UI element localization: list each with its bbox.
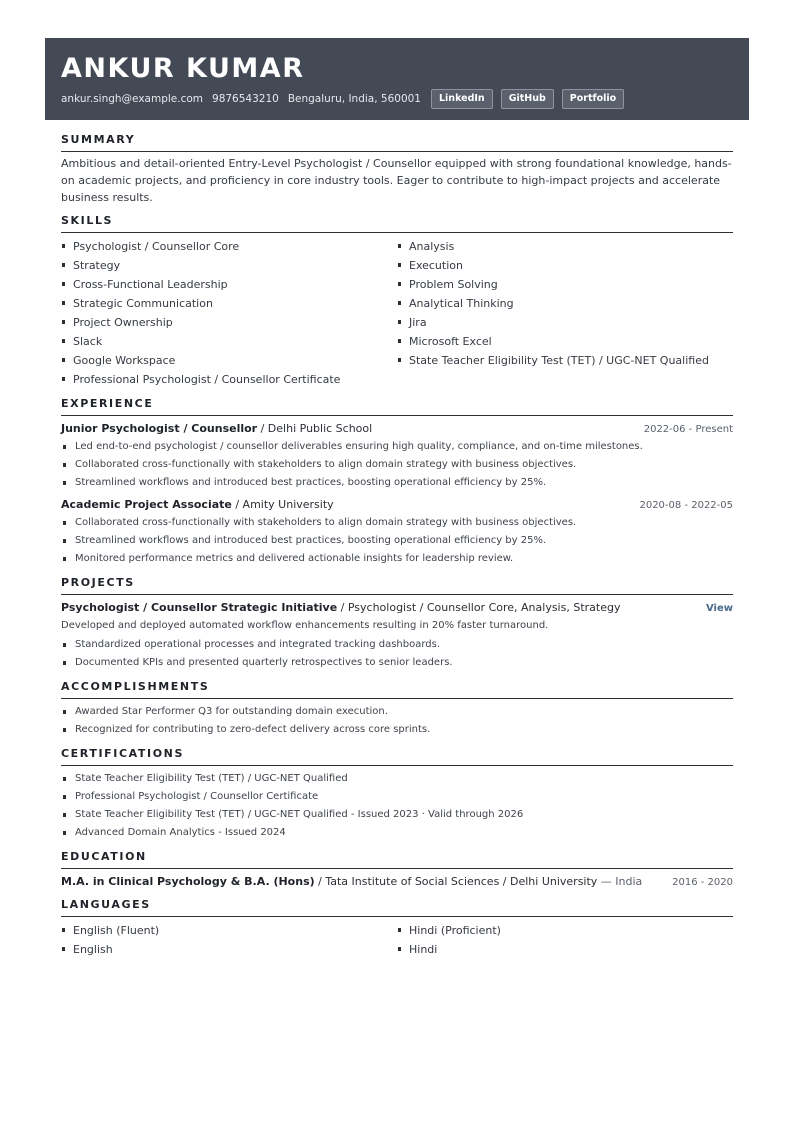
- education-header: [61, 873, 733, 890]
- education-location: — India: [597, 875, 643, 888]
- section-title-accomplishments: ACCOMPLISHMENTS: [61, 680, 733, 699]
- education-degree: M.A. in Clinical Psychology & B.A. (Hons): [61, 875, 315, 888]
- projects-section: [61, 576, 733, 672]
- section-title-languages: LANGUAGES: [61, 898, 733, 917]
- skill-item: Strategy: [61, 256, 397, 275]
- job-header: [61, 496, 733, 513]
- languages-section: [61, 898, 733, 959]
- resume-header: [45, 38, 749, 120]
- section-title-certifications: CERTIFICATIONS: [61, 747, 733, 766]
- section-title-projects: PROJECTS: [61, 576, 733, 595]
- languages-columns: [61, 921, 733, 959]
- skill-item: Project Ownership: [61, 313, 397, 332]
- education-dates: 2016 - 2020: [672, 877, 733, 888]
- job-role: Academic Project Associate: [61, 498, 232, 511]
- section-title-education: EDUCATION: [61, 850, 733, 869]
- job-title-line: [61, 420, 372, 437]
- language-item: English: [61, 940, 397, 959]
- project-view-link[interactable]: View: [705, 603, 733, 614]
- skill-item: Psychologist / Counsellor Core: [61, 237, 397, 256]
- education-title-line: [61, 873, 642, 890]
- education-school: / Tata Institute of Social Sciences / Delhi University: [314, 875, 598, 888]
- section-title-summary: SUMMARY: [61, 133, 733, 152]
- skills-columns: [61, 237, 733, 389]
- job-role: Junior Psychologist / Counsellor: [61, 422, 258, 435]
- project-bullet: Documented KPIs and presented quarterly retrospectives to senior leaders.: [61, 654, 733, 672]
- job-bullets: [61, 514, 733, 568]
- skill-item: Execution: [397, 256, 733, 275]
- skill-item: Google Workspace: [61, 351, 397, 370]
- summary-section: [61, 133, 733, 206]
- location-text: Bengaluru, India, 560001: [287, 93, 421, 105]
- languages-left-list: [61, 921, 397, 959]
- job-header: [61, 420, 733, 437]
- certification-list: [61, 770, 733, 842]
- job-bullet: Streamlined workflows and introduced best practices, boosting operational efficiency by 25%.: [61, 474, 733, 492]
- accomplishment-item: Recognized for contributing to zero-defect delivery across core sprints.: [61, 721, 733, 739]
- project-bullet: Standardized operational processes and integrated tracking dashboards.: [61, 636, 733, 654]
- project-bullets: [61, 636, 733, 672]
- job-bullet: Collaborated cross-functionally with stakeholders to align domain strategy with business objectives.: [61, 514, 733, 532]
- phone-text: 9876543210: [212, 93, 279, 105]
- skill-item: Cross-Functional Leadership: [61, 275, 397, 294]
- language-item: English (Fluent): [61, 921, 397, 940]
- skill-item: Analytical Thinking: [397, 294, 733, 313]
- skill-item: Analysis: [397, 237, 733, 256]
- education-section: [61, 850, 733, 890]
- skills-section: [61, 214, 733, 389]
- job-bullet: Monitored performance metrics and delivered actionable insights for leadership review.: [61, 550, 733, 568]
- skills-right-list: [397, 237, 733, 389]
- profile-links: [431, 89, 632, 109]
- skill-item: Problem Solving: [397, 275, 733, 294]
- skill-item: Strategic Communication: [61, 294, 397, 313]
- portfolio-link[interactable]: Portfolio: [562, 89, 624, 109]
- job-bullet: Led end-to-end psychologist / counsellor deliverables ensuring high quality, compliance, and on-time milestones.: [61, 438, 733, 456]
- accomplishment-item: Awarded Star Performer Q3 for outstanding domain execution.: [61, 703, 733, 721]
- summary-text: Ambitious and detail-oriented Entry-Level Psychologist / Counsellor equipped with strong foundational knowledge, hands-on academic projects, and proficiency in core industry tools. Eager to contribute to high-impact projects and accelerate business results.: [61, 157, 732, 204]
- github-link[interactable]: GitHub: [501, 89, 554, 109]
- resume-body: [61, 133, 733, 967]
- email-text: ankur.singh@example.com: [61, 93, 204, 105]
- job-bullet: Streamlined workflows and introduced best practices, boosting operational efficiency by 25%.: [61, 532, 733, 550]
- job-bullets: [61, 438, 733, 492]
- experience-section: [61, 397, 733, 568]
- skill-item: State Teacher Eligibility Test (TET) / UGC-NET Qualified: [397, 351, 733, 370]
- project-name: Psychologist / Counsellor Strategic Initiative: [61, 601, 338, 614]
- skill-item: Microsoft Excel: [397, 332, 733, 351]
- section-title-skills: SKILLS: [61, 214, 733, 233]
- contact-row: [61, 89, 733, 109]
- accomplishments-section: [61, 680, 733, 739]
- project-tech: / Psychologist / Counsellor Core, Analysis, Strategy: [337, 601, 621, 614]
- linkedin-link[interactable]: LinkedIn: [431, 89, 493, 109]
- project-header: [61, 599, 733, 616]
- certification-item: State Teacher Eligibility Test (TET) / UGC-NET Qualified - Issued 2023 · Valid through 2026: [61, 806, 733, 824]
- job-bullet: Collaborated cross-functionally with stakeholders to align domain strategy with business objectives.: [61, 456, 733, 474]
- project-title-line: [61, 599, 620, 616]
- certification-item: Advanced Domain Analytics - Issued 2024: [61, 824, 733, 842]
- certifications-section: [61, 747, 733, 842]
- job-dates: 2020-08 - 2022-05: [639, 500, 733, 511]
- skill-item: Professional Psychologist / Counsellor Certificate: [61, 370, 397, 389]
- job-org: / Delhi Public School: [257, 422, 373, 435]
- skill-item: Slack: [61, 332, 397, 351]
- certification-item: Professional Psychologist / Counsellor Certificate: [61, 788, 733, 806]
- project-description: Developed and deployed automated workflow enhancements resulting in 20% faster turnaround.: [61, 620, 549, 631]
- accomplishment-list: [61, 703, 733, 739]
- languages-right-list: [397, 921, 733, 959]
- job-title-line: [61, 496, 334, 513]
- skill-item: Jira: [397, 313, 733, 332]
- skills-left-list: [61, 237, 397, 389]
- candidate-name: ANKUR KUMAR: [61, 53, 305, 84]
- language-item: Hindi (Proficient): [397, 921, 733, 940]
- language-item: Hindi: [397, 940, 733, 959]
- job-dates: 2022-06 - Present: [643, 424, 733, 435]
- job-org: / Amity University: [231, 498, 334, 511]
- certification-item: State Teacher Eligibility Test (TET) / UGC-NET Qualified: [61, 770, 733, 788]
- section-title-experience: EXPERIENCE: [61, 397, 733, 416]
